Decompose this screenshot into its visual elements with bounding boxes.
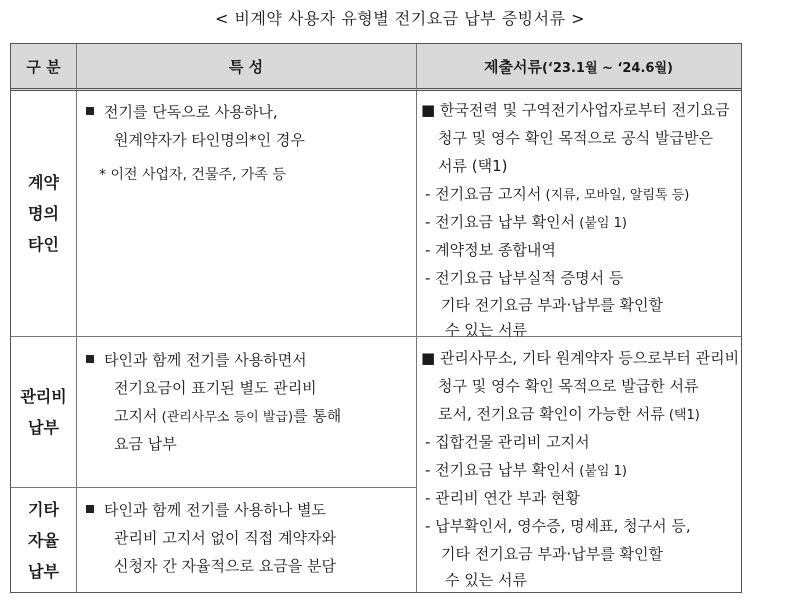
column-divider bbox=[416, 44, 417, 592]
evidence-table bbox=[10, 43, 742, 593]
docs-item: - 전기요금 납부 확인서 (붙임 1) bbox=[425, 213, 627, 231]
docs-item: 수 있는 서류 bbox=[445, 571, 527, 589]
row-label-management-fee bbox=[11, 337, 76, 487]
row-label-contract-other-name bbox=[11, 91, 76, 336]
docs-intro-line: 청구 및 영수 확인 목적으로 공식 발급받은 bbox=[438, 129, 713, 147]
feature-bullet-line: 전기를 단독으로 사용하나, bbox=[86, 98, 278, 126]
docs-item: - 관리비 연간 부과 현황 bbox=[425, 489, 580, 507]
bullet-square-icon bbox=[86, 107, 94, 115]
docs-item: 기타 전기요금 부과·납부를 확인할 bbox=[441, 296, 663, 314]
row-label-line: 명의 bbox=[28, 204, 59, 223]
header-category: 구 분 bbox=[26, 57, 61, 76]
docs-item: - 전기요금 고지서 (지류, 모바일, 알림톡 등) bbox=[425, 185, 690, 203]
row-label-line: 타인 bbox=[28, 235, 59, 254]
row-label-other-voluntary bbox=[11, 488, 76, 592]
feature-line: 요금 납부 bbox=[114, 435, 177, 453]
header-documents-period: (‘23.1월 ~ ‘24.6월) bbox=[541, 60, 673, 76]
row-label-line: 관리비 bbox=[20, 387, 67, 406]
row-label-line: 납부 bbox=[28, 418, 59, 437]
row-label-line: 계약 bbox=[28, 173, 59, 192]
docs-item: 수 있는 서류 bbox=[445, 321, 527, 339]
header-documents-main: 제출서류 bbox=[484, 57, 542, 76]
feature-line: 관리비 고지서 없이 직접 계약자와 bbox=[114, 529, 336, 547]
bullet-square-icon bbox=[86, 505, 94, 513]
feature-line: 고지서 (관리사무소 등이 발급)를 통해 bbox=[114, 407, 342, 425]
docs-intro-line: 서류 (택1) bbox=[438, 157, 508, 175]
docs-intro-line: ■ 한국전력 및 구역전기사업자로부터 전기요금 bbox=[421, 101, 730, 119]
header-documents bbox=[416, 44, 741, 88]
bullet-square-icon bbox=[86, 355, 94, 363]
column-divider bbox=[76, 44, 77, 592]
feature-bullet-line: 타인과 함께 전기를 사용하면서 bbox=[86, 346, 307, 374]
docs-intro-line: 로서, 전기요금 확인이 가능한 서류 (택1) bbox=[438, 405, 700, 423]
row-label-line: 납부 bbox=[28, 561, 59, 581]
feature-line: 전기요금이 표기된 별도 관리비 bbox=[114, 379, 317, 397]
document-title: < 비계약 사용자 유형별 전기요금 납부 증빙서류 > bbox=[214, 9, 586, 28]
table-header bbox=[11, 44, 741, 91]
docs-item: 기타 전기요금 부과·납부를 확인할 bbox=[441, 545, 663, 563]
docs-intro-line: ■ 관리사무소, 기타 원계약자 등으로부터 관리비 bbox=[421, 349, 740, 367]
feature-line: 원계약자가 타인명의*인 경우 bbox=[114, 131, 305, 149]
docs-intro-line: 청구 및 영수 확인 목적으로 발급한 서류 bbox=[438, 377, 699, 395]
row-divider bbox=[11, 336, 741, 337]
docs-item: - 납부확인서, 영수증, 명세표, 청구서 등, bbox=[425, 517, 691, 535]
docs-item: - 집합건물 관리비 고지서 bbox=[425, 433, 590, 451]
header-feature: 특 성 bbox=[228, 57, 264, 76]
feature-note: * 이전 사업자, 건물주, 가족 등 bbox=[99, 167, 286, 183]
feature-bullet-line: 타인과 함께 전기를 사용하나 별도 bbox=[86, 496, 326, 524]
feature-line: 신청자 간 자율적으로 요금을 분담 bbox=[114, 557, 336, 575]
row-label-line: 자율 bbox=[28, 530, 59, 550]
docs-item: - 전기요금 납부 확인서 (붙임 1) bbox=[425, 461, 627, 479]
docs-item: - 전기요금 납부실적 증명서 등 bbox=[425, 269, 624, 287]
row-label-line: 기타 bbox=[28, 499, 59, 519]
docs-item: - 계약정보 종합내역 bbox=[425, 241, 556, 259]
